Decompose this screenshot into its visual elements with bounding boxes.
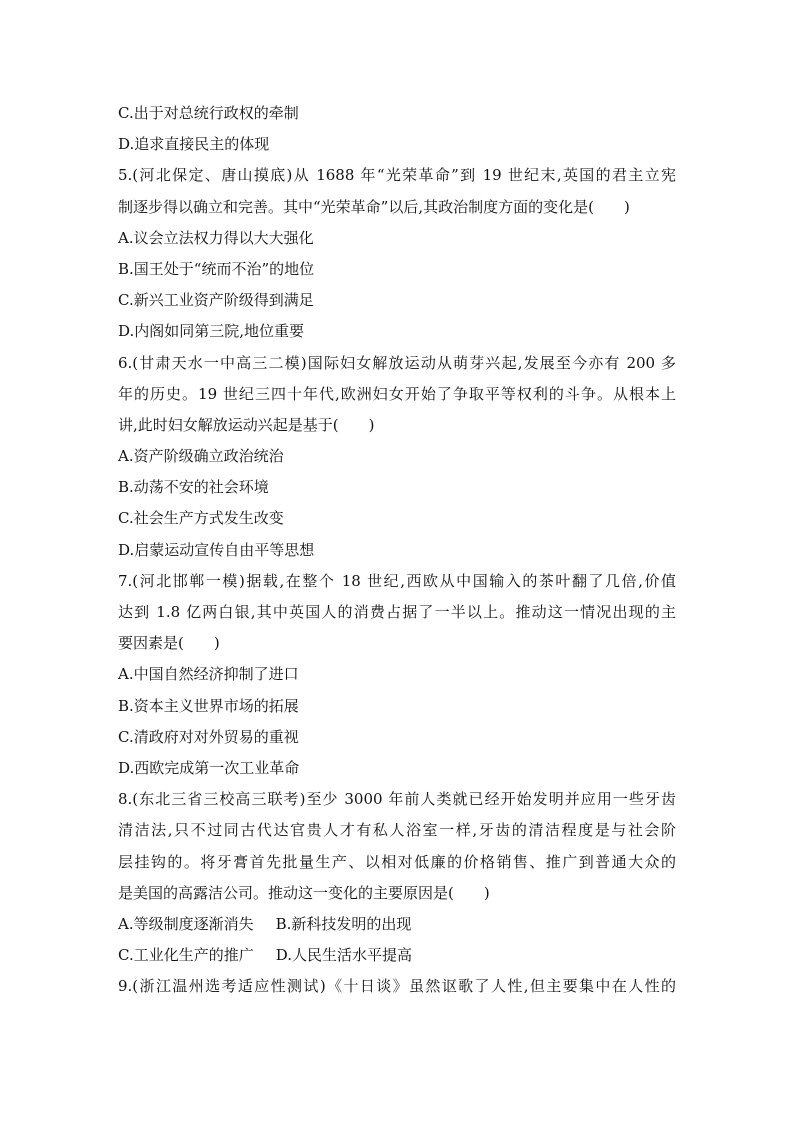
question-body [118, 98, 678, 1002]
option-5d: D.内阁如同第三院,地位重要 [118, 322, 305, 341]
question-6-line-1: 6.(甘肃天水一中高三二模)国际妇女解放运动从萌芽兴起,发展至今亦有 200 多 [118, 353, 676, 372]
option-7d: D.西欧完成第一次工业革命 [118, 758, 300, 777]
option-7a: A.中国自然经济抑制了进口 [118, 665, 299, 684]
option-6b: B.动荡不安的社会环境 [118, 478, 269, 497]
option-4d: D.追求直接民主的体现 [118, 135, 270, 154]
question-5-line-1: 5.(河北保定、唐山摸底)从 1688 年“光荣革命”到 19 世纪末,英国的君主立宪 [118, 166, 676, 185]
question-6-line-3: 讲,此时妇女解放运动兴起是基于( ) [118, 415, 375, 434]
option-8a: A.等级制度逐渐消失 [118, 914, 254, 933]
option-5b: B.国王处于“统而不治”的地位 [118, 259, 315, 278]
question-8-line-2: 清洁法,只不过同古代达官贵人才有私人浴室一样,牙齿的清洁程度是与社会阶 [118, 821, 676, 840]
option-8d: D.人民生活水平提高 [275, 946, 412, 965]
option-4c: C.出于对总统行政权的牵制 [118, 104, 299, 122]
question-7-line-1: 7.(河北邯郸一模)据载,在整个 18 世纪,西欧从中国输入的茶叶翻了几倍,价值 [118, 571, 676, 590]
option-row-8ab [118, 909, 678, 940]
option-5a: A.议会立法权力得以大大强化 [118, 228, 314, 247]
question-9-line-1: 9.(浙江温州选考适应性测试)《十日谈》虽然讴歌了人性,但主要集中在人性的 [118, 977, 676, 996]
question-8-line-1: 8.(东北三省三校高三联考)至少 3000 年前人类就已经开始发明并应用一些牙齿 [118, 790, 676, 809]
option-8c: C.工业化生产的推广 [118, 946, 254, 965]
question-7-line-2: 达到 1.8 亿两白银,其中英国人的消费占据了一半以上。推动这一情况出现的主 [118, 603, 676, 621]
option-8b: B.新科技发明的出现 [275, 914, 412, 933]
option-row-8cd [118, 940, 678, 971]
option-7c: C.清政府对对外贸易的重视 [118, 727, 299, 746]
option-6a: A.资产阶级确立政治统治 [118, 447, 284, 466]
option-7b: B.资本主义世界市场的拓展 [118, 696, 299, 715]
option-6d: D.启蒙运动宣传自由平等思想 [118, 540, 315, 559]
question-6-line-2: 年的历史。19 世纪三四十年代,欧洲妇女开始了争取平等权利的斗争。从根本上 [118, 384, 676, 403]
question-8-line-3: 层挂钩的。将牙膏首先批量生产、以相对低廉的价格销售、推广到普通大众的 [118, 852, 676, 871]
question-5-line-2: 制逐步得以确立和完善。其中“光荣革命”以后,其政治制度方面的变化是( ) [118, 197, 630, 216]
option-6c: C.社会生产方式发生改变 [118, 509, 284, 528]
question-7-line-3: 要因素是( ) [118, 634, 220, 653]
option-5c: C.新兴工业资产阶级得到满足 [118, 291, 314, 310]
question-8-line-4: 是美国的高露洁公司。推动这一变化的主要原因是( ) [118, 883, 490, 902]
